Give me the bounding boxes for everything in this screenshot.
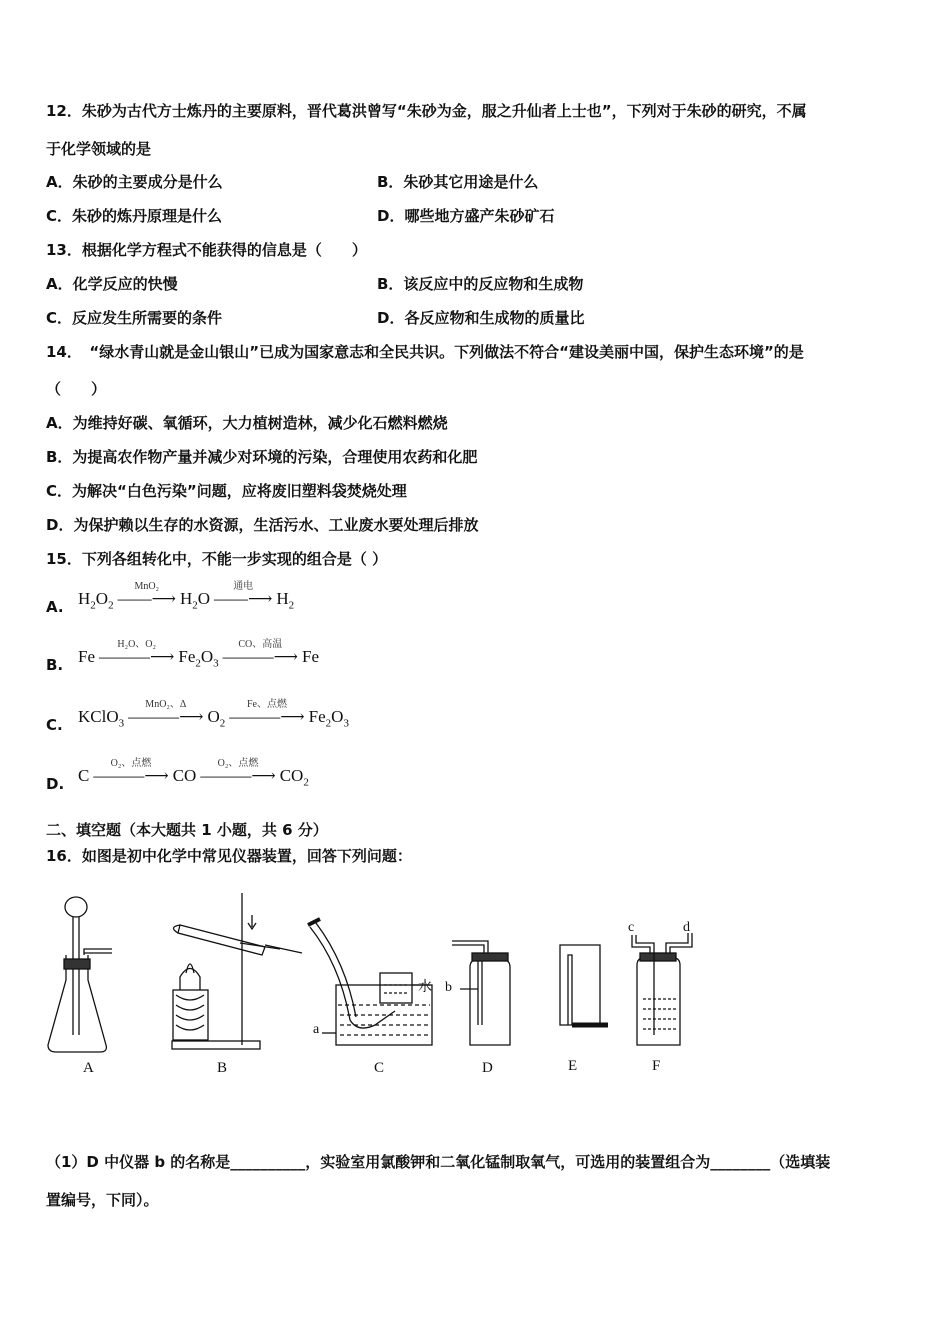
q15-option-d-label: D. xyxy=(46,775,65,793)
apparatus-e xyxy=(560,945,608,1025)
q13-option-a: A．化学反应的快慢 xyxy=(46,275,178,293)
q15-option-c: C. KClO$_3$ ———⟶ MnO₂、Δ $O_2$ ———⟶ Fe、点燃 $Fe_2O_3$ xyxy=(46,706,466,736)
figure-label-e: E xyxy=(568,1058,578,1074)
q15-option-c-label: C. xyxy=(46,716,63,734)
q14-option-a: A．为维持好碳、氧循环，大力植树造林，减少化石燃料燃烧 xyxy=(46,414,448,432)
q16-stem: 16．如图是初中化学中常见仪器装置，回答下列问题： xyxy=(46,847,412,865)
q15-c-condition-1: MnO₂、Δ xyxy=(145,699,187,710)
q15-option-b-label: B. xyxy=(46,656,64,674)
part-c-label: c xyxy=(628,920,635,935)
q12-option-b: B．朱砂其它用途是什么 xyxy=(377,173,539,191)
q13-stem: 13．根据化学方程式不能获得的信息是（ ） xyxy=(46,241,367,259)
q14-option-c: C．为解决“白色污染”问题，应将废旧塑料袋焚烧处理 xyxy=(46,482,407,500)
q15-d-condition-1: O₂、点燃 xyxy=(110,758,152,769)
q15-a-condition-2: 通电 xyxy=(233,581,254,592)
q15-a-condition-1: MnO₂ xyxy=(134,581,160,592)
q12-stem-line2: 于化学领域的是 xyxy=(46,140,152,158)
part-b-label: b xyxy=(445,980,452,995)
q14-stem-line2: （ ） xyxy=(46,380,107,398)
q14-stem-line1: 14． “绿水青山就是金山银山”已成为国家意志和全民共识。下列做法不符合“建设美丽中国，保护生态环境”的是 xyxy=(46,343,804,361)
part-a-label: a xyxy=(313,1022,320,1037)
q15-c-condition-2: Fe、点燃 xyxy=(246,699,287,710)
apparatus-f xyxy=(632,933,692,1045)
q16-sub1-line2: 置编号，下同）。 xyxy=(46,1191,159,1209)
q15-option-a-label: A. xyxy=(46,598,64,616)
q13-option-c: C．反应发生所需要的条件 xyxy=(46,309,223,327)
q16-sub1-line1: （1）D 中仪器 b 的名称是__________，实验室用氯酸钾和二氧化锰制取氧气，可选用的装置组合为________（选填装 xyxy=(46,1153,831,1171)
figure-label-b: B xyxy=(217,1060,228,1076)
q12-option-a: A．朱砂的主要成分是什么 xyxy=(46,173,223,191)
q12-option-d: D．哪些地方盛产朱砂矿石 xyxy=(377,207,555,225)
q15-b-condition-2: CO、高温 xyxy=(238,639,283,650)
section2-title: 二、填空题（本大题共 1 小题，共 6 分） xyxy=(46,821,328,839)
q15-option-b: B. Fe ———⟶ H₂O、O₂ $Fe_2O_3$ ———⟶ CO、高温 Fe xyxy=(46,646,466,676)
apparatus-c xyxy=(308,919,432,1045)
q13-option-b: B．该反应中的反应物和生成物 xyxy=(377,275,584,293)
figure-label-c: C xyxy=(374,1060,385,1076)
water-label: 水 xyxy=(418,980,432,995)
q14-option-d: D．为保护赖以生存的水资源，生活污水、工业废水要处理后排放 xyxy=(46,516,479,534)
q15-option-d: D. C ———⟶ O₂、点燃 CO ———⟶ O₂、点燃 $CO_2$ xyxy=(46,765,466,795)
apparatus-d xyxy=(452,941,510,1045)
q14-option-b: B．为提高农作物产量并减少对环境的污染，合理使用农药和化肥 xyxy=(46,448,478,466)
q15-option-a: A. $H_2O_2$ ——⟶ MnO₂ $H_2O$ ——⟶ 通电 $H_2$ xyxy=(46,588,446,618)
figure-label-f: F xyxy=(652,1058,661,1074)
q13-option-d: D．各反应物和生成物的质量比 xyxy=(377,309,585,327)
q15-d-condition-2: O₂、点燃 xyxy=(217,758,259,769)
q12-option-c: C．朱砂的炼丹原理是什么 xyxy=(46,207,223,225)
q12-stem-line1: 12．朱砂为古代方士炼丹的主要原料，晋代葛洪曾写“朱砂为金，服之升仙者上士也”，下列对于朱砂的研究，不属 xyxy=(46,102,807,120)
part-d-label: d xyxy=(683,920,690,935)
figure-label-a: A xyxy=(83,1060,94,1076)
apparatus-a xyxy=(48,897,112,1052)
q15-b-condition-1: H₂O、O₂ xyxy=(117,639,157,650)
apparatus-figure xyxy=(40,885,720,1085)
figure-label-d: D xyxy=(482,1060,493,1076)
apparatus-b xyxy=(172,893,302,1049)
q15-stem: 15．下列各组转化中，不能一步实现的组合是（ ） xyxy=(46,550,388,568)
